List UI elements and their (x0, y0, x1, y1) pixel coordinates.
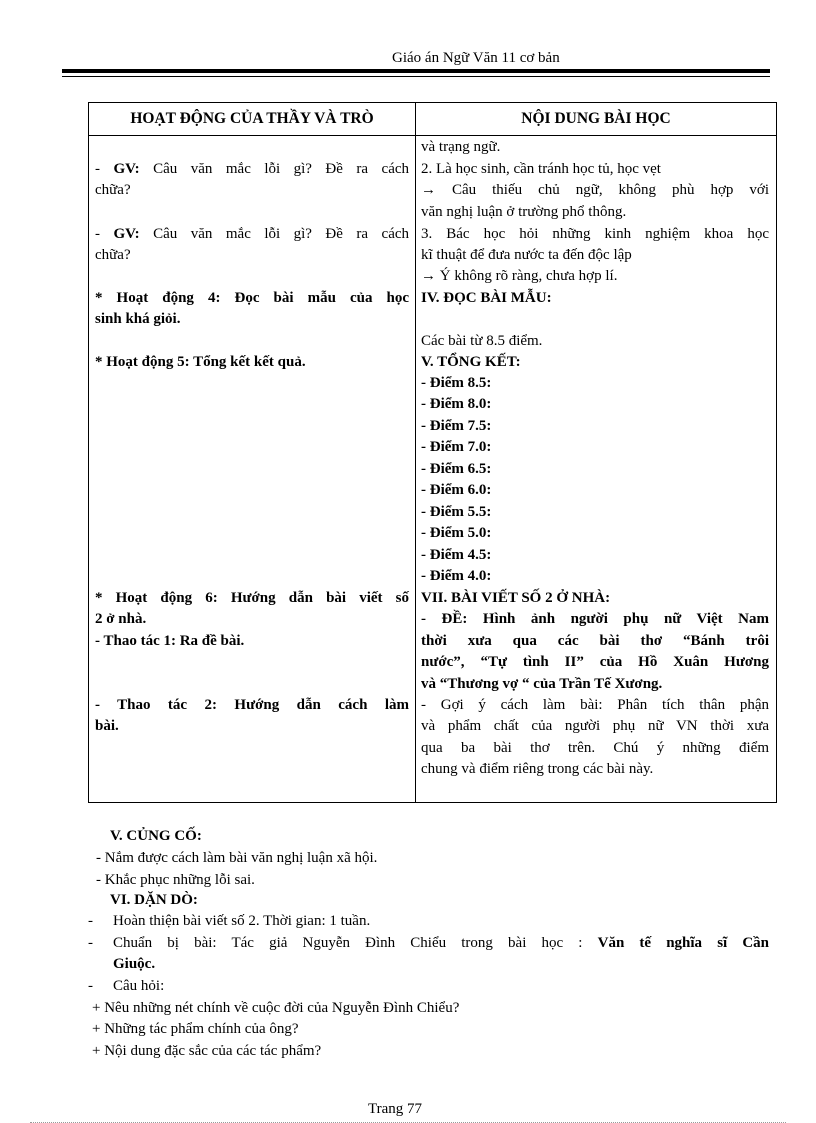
guide-line: chung và điểm riêng trong các bài này. (421, 761, 654, 777)
content-line: 3. Bác học hỏi những kinh nghiệm khoa học (421, 226, 769, 242)
homework-item-prepare (113, 933, 769, 954)
activity4-line1: * Hoạt động 4: Đọc bài mẫu của học (95, 290, 409, 306)
topic-line1 (421, 609, 769, 630)
lesson-table (88, 102, 777, 803)
bullet-dash: - (88, 978, 93, 994)
score-line: - Điểm 6.0: (421, 482, 492, 498)
score-line: - Điểm 6.5: (421, 461, 492, 477)
gv2-cont: chữa? (95, 247, 131, 263)
sample-text: Các bài từ 8.5 điểm. (421, 333, 543, 349)
guide-line: và phẩm chất của người phụ nữ VN thời xưa (421, 718, 769, 734)
score-line: - Điểm 4.0: (421, 568, 492, 584)
score-line: - Điểm 7.0: (421, 439, 492, 455)
header-activities: HOẠT ĐỘNG CỦA THẦY VÀ TRÒ (89, 103, 416, 136)
score-line: - Điểm 4.5: (421, 547, 492, 563)
score-line: - Điểm 7.5: (421, 418, 492, 434)
homework-item: Hoàn thiện bài viết số 2. Thời gian: 1 tuần. (113, 913, 371, 929)
topic-label: - ĐỀ: (421, 611, 468, 627)
content-line: kĩ thuật để đưa nước ta đến độc lập (421, 247, 632, 263)
question-item: + Nêu những nét chính về cuộc đời của Nguyễn Đình Chiểu? (92, 1000, 460, 1016)
gv2-text: Câu văn mắc lỗi gì? Đề ra cách (153, 226, 410, 242)
bullet-dash: - (88, 913, 93, 929)
questions-label: Câu hỏi: (113, 978, 165, 994)
question-item: + Những tác phẩm chính của ông? (92, 1021, 299, 1037)
section-5-title: V. TỔNG KẾT: (421, 354, 521, 370)
header-rule-thin (62, 76, 770, 77)
gv1-line: - GV: Câu văn mắc lỗi gì? Đề ra cách (95, 161, 410, 177)
gv1-text: Câu văn mắc lỗi gì? Đề ra cách (153, 161, 410, 177)
score-line: - Điểm 8.0: (421, 396, 492, 412)
step1: - Thao tác 1: Ra đề bài. (95, 633, 245, 649)
consolidation-item: - Khắc phục những lỗi sai. (96, 872, 255, 888)
topic-line3: nước”, “Tự tình II” của Hồ Xuân Hương (421, 654, 769, 670)
activity5: * Hoạt động 5: Tổng kết kết quả. (95, 354, 306, 370)
content-line: văn nghị luận ở trường phổ thông. (421, 204, 627, 220)
prepare-title-cont: Giuộc. (113, 956, 156, 972)
activity6-line1: * Hoạt động 6: Hướng dẫn bài viết số (95, 590, 409, 606)
prepare-text: Chuẩn bị bài: Tác giả Nguyễn Đình Chiểu trong bài học : (113, 935, 583, 951)
score-line: - Điểm 5.0: (421, 525, 492, 541)
table-header-row (89, 103, 777, 136)
page-number: Trang 77 (368, 1101, 423, 1117)
gv2-line: - GV: Câu văn mắc lỗi gì? Đề ra cách (95, 226, 410, 242)
content-line: và trạng ngữ. (421, 139, 501, 155)
section-7-title: VII. BÀI VIẾT SỐ 2 Ở NHÀ: (421, 590, 611, 606)
score-line: - Điểm 5.5: (421, 504, 492, 520)
header-content: NỘI DUNG BÀI HỌC (416, 103, 777, 136)
consolidation-title: V. CỦNG CỐ: (110, 828, 202, 844)
bullet-dash: - (88, 935, 93, 951)
header-rule-thick (62, 69, 770, 73)
content-line: → Câu thiếu chủ ngữ, không phù hợp với (421, 182, 769, 198)
step2-line1: - Thao tác 2: Hướng dẫn cách làm (95, 697, 409, 713)
topic-line2: thời xưa qua các bài thơ “Bánh trôi (421, 633, 769, 649)
gv-label: GV: (113, 161, 140, 177)
topic-line4: và “Thương vợ “ của Trần Tế Xương. (421, 676, 663, 692)
section-4-title: IV. ĐỌC BÀI MẪU: (421, 290, 552, 306)
topic-text: Hình ảnh người phụ nữ Việt Nam (482, 611, 769, 627)
question-item: + Nội dung đặc sắc của các tác phẩm? (92, 1043, 322, 1059)
document-header-title: Giáo án Ngữ Văn 11 cơ bản (392, 50, 560, 66)
gv-label: GV: (113, 226, 140, 242)
activity4-line2: sinh khá giỏi. (95, 311, 181, 327)
homework-title: VI. DẶN DÒ: (110, 892, 198, 908)
score-line: - Điểm 8.5: (421, 375, 492, 391)
guide-line: - Gợi ý cách làm bài: Phân tích thân phận (421, 697, 769, 713)
table-body-row (89, 136, 777, 803)
content-cell (416, 136, 777, 803)
step2-line2: bài. (95, 718, 119, 734)
activity6-line2: 2 ở nhà. (95, 611, 147, 627)
guide-line: qua ba bài thơ trên. Chú ý những điểm (421, 740, 769, 756)
consolidation-item: - Nắm được cách làm bài văn nghị luận xã hội. (96, 850, 378, 866)
content-line: 2. Là học sinh, cần tránh học tủ, học vẹt (421, 161, 661, 177)
gv1-cont: chữa? (95, 182, 131, 198)
content-line: → Ý không rõ ràng, chưa hợp lí. (421, 268, 618, 284)
activities-cell (89, 136, 416, 803)
prepare-title: Văn tế nghĩa sĩ Cần (597, 935, 770, 951)
